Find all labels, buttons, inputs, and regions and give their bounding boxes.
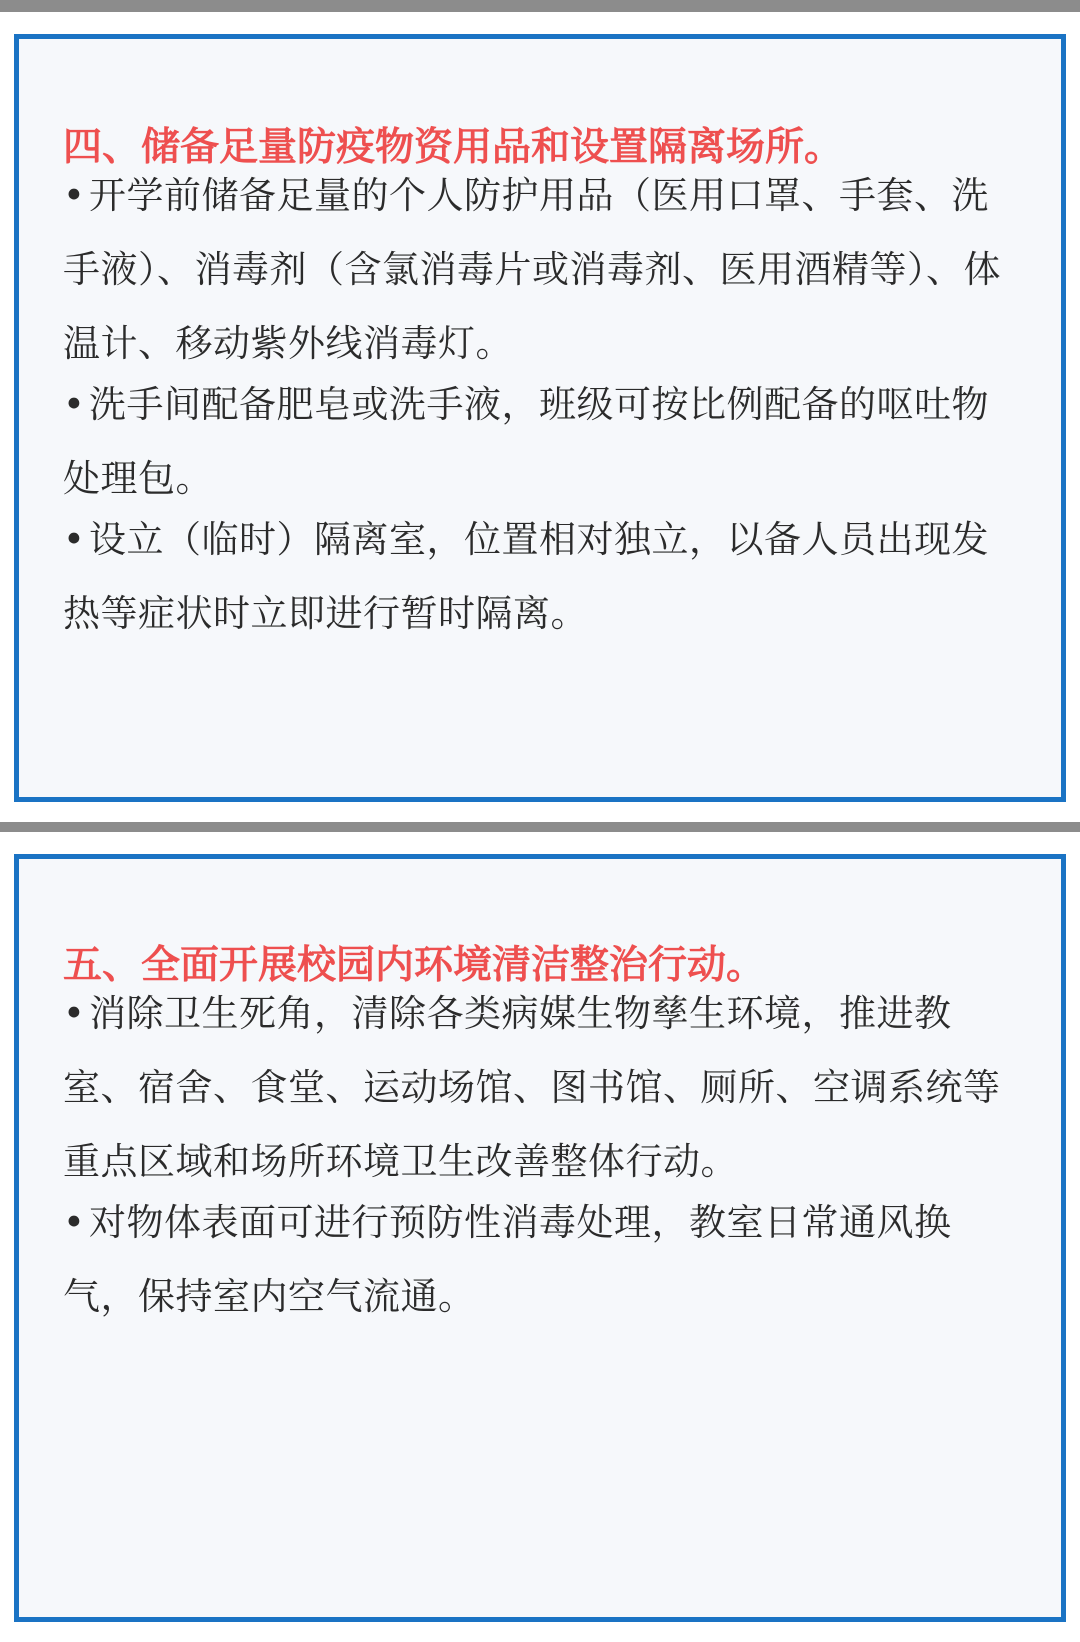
bullet-dot: •: [63, 383, 86, 426]
bullet-dot: •: [63, 174, 86, 217]
bullet-item: [63, 503, 1021, 651]
bullet-dot: •: [63, 1201, 86, 1244]
bullet-dot: •: [63, 992, 86, 1035]
bullet-dot: •: [63, 518, 86, 561]
slide-content: [63, 942, 1021, 1334]
middle-divider-bar: [0, 822, 1080, 832]
bullet-text: 开学前储备足量的个人防护用品（医用口罩、手套、洗手液）、消毒剂（含氯消毒片或消毒剂、医用酒精等）、体温计、移动紫外线消毒灯。: [63, 174, 1001, 365]
slide-content: [63, 124, 1021, 651]
bullet-text: 对物体表面可进行预防性消毒处理，教室日常通风换气，保持室内空气流通。: [63, 1201, 952, 1318]
slide-section-4: [14, 34, 1066, 802]
bullet-text: 洗手间配备肥皂或洗手液，班级可按比例配备的呕吐物处理包。: [63, 383, 989, 500]
bullet-item: [63, 977, 1021, 1199]
bullet-text: 设立（临时）隔离室，位置相对独立，以备人员出现发热等症状时立即进行暂时隔离。: [63, 518, 989, 635]
bullet-text: 消除卫生死角，清除各类病媒生物孳生环境，推进教室、宿舍、食堂、运动场馆、图书馆、厕所、空调系统等重点区域和场所环境卫生改善整体行动。: [63, 992, 1001, 1183]
bullet-item: [63, 368, 1021, 516]
section-heading: 四、储备足量防疫物资用品和设置隔离场所。: [63, 125, 844, 170]
bullet-item: [63, 1186, 1021, 1334]
section-heading: 五、全面开展校园内环境清洁整治行动。: [63, 943, 766, 988]
bullet-item: [63, 159, 1021, 381]
top-divider-bar: [0, 0, 1080, 12]
slide-section-5: [14, 854, 1066, 1622]
